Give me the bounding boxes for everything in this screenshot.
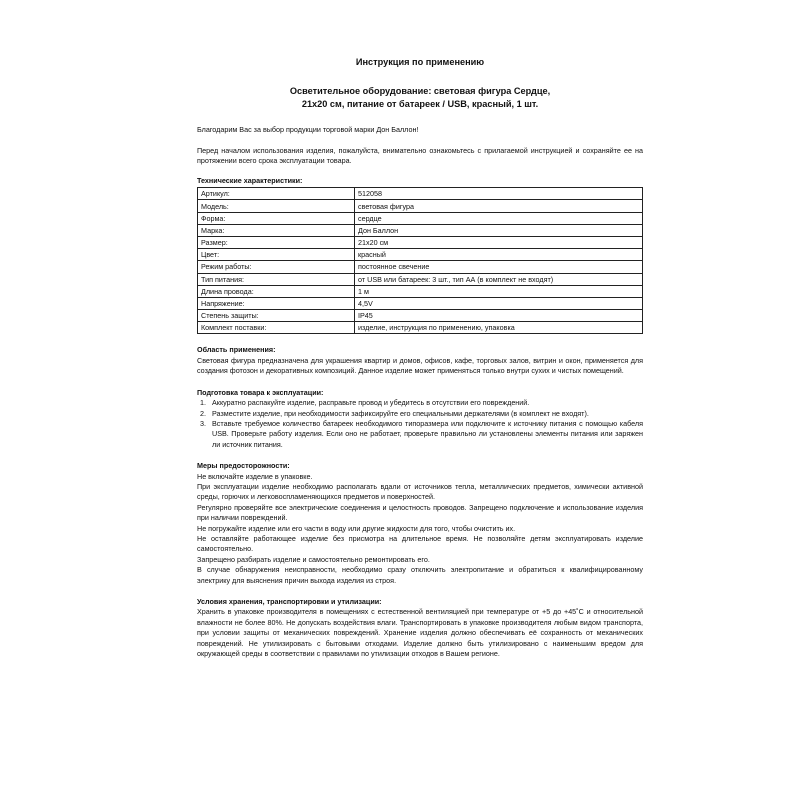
specs-key-cell: Напряжение:: [198, 297, 355, 309]
specs-row: [198, 285, 643, 297]
scope-heading: Область применения:: [197, 345, 276, 355]
prep-step: 1. Аккуратно распакуйте изделие, расправьте провод и убедитесь в отсутствии его повреждений.: [208, 398, 643, 408]
scope-text: Световая фигура предназначена для украшения квартир и домов, офисов, кафе, торговых залов, витрин и окон, применяется для создания фотозон и декоративных композиций. Данное изделие может применяться только внутри сухих и чистых помещений.: [197, 355, 643, 376]
specs-value-cell: Дон Баллон: [355, 224, 643, 236]
safety-line: Не включайте изделие в упаковке.: [197, 471, 313, 481]
specs-row: [198, 297, 643, 309]
specs-value-cell: постоянное свечение: [355, 261, 643, 273]
specs-row: [198, 310, 643, 322]
storage-text: Хранить в упаковке производителя в помещениях с естественной вентиляцией при температуре от +5 до +45˚С и относительной влажности не более 80%. Не допускать воздействия влаги. Транспортировать в упаковке производителя любым видом транспорта, при условии защиты от механических повреждений. Хранение изделия должно обеспечивать её сохранность от механических повреждений. Не утилизировать с бытовыми отходами. Изделие должно быть утилизировано с наименьшим вредом для окружающей среды в соответствии с правилами по утилизации отходов в Вашем регионе.: [197, 607, 643, 659]
prep-steps-list: [197, 398, 643, 450]
specs-value-cell: красный: [355, 249, 643, 261]
specs-key-cell: Комплект поставки:: [198, 322, 355, 334]
prep-heading: Подготовка товара к эксплуатации:: [197, 387, 324, 397]
safety-line: Не оставляйте работающее изделие без присмотра на длительное время. Не позволяйте детям эксплуатировать изделие самостоятельно.: [197, 533, 643, 554]
thanks-text: Благодарим Вас за выбор продукции торговой марки Дон Баллон!: [197, 124, 419, 134]
specs-row: [198, 322, 643, 334]
safety-line: В случае обнаружения неисправности, необходимо сразу отключить электропитание и обратиться к квалифицированному электрику для выяснения причин выхода изделия из строя.: [197, 565, 643, 585]
specs-value-cell: световая фигура: [355, 200, 643, 212]
specs-key-cell: Длина провода:: [198, 285, 355, 297]
prep-step: 2. Разместите изделие, при необходимости зафиксируйте его специальными держателями (в комплект не входят).: [208, 409, 643, 419]
product-title: [197, 85, 643, 111]
product-title-line-1: Осветительное оборудование: световая фигура Сердце,: [289, 86, 551, 96]
specs-key-cell: Модель:: [198, 200, 355, 212]
specs-key-cell: Артикул:: [198, 188, 355, 200]
specs-key-cell: Марка:: [198, 224, 355, 236]
specs-key-cell: Форма:: [198, 212, 355, 224]
specs-value-cell: 4,5V: [355, 297, 643, 309]
document-title: Инструкция по применению: [355, 57, 485, 67]
specs-row: [198, 249, 643, 261]
specs-row: [198, 236, 643, 248]
specs-row: [198, 212, 643, 224]
specs-heading: Технические характеристики:: [197, 175, 303, 185]
specs-key-cell: Степень защиты:: [198, 310, 355, 322]
scope-section: [197, 345, 643, 376]
specs-row: [198, 188, 643, 200]
safety-heading: Меры предосторожности:: [197, 461, 290, 471]
specs-value-cell: IP45: [355, 310, 643, 322]
safety-line: При эксплуатации изделие необходимо располагать вдали от источников тепла, металлических предметов, химически активной среды, горючих и легковоспламеняющихся предметов и поверхностей.: [197, 481, 643, 502]
specs-row: [198, 200, 643, 212]
document-content: [197, 56, 643, 659]
specs-value-cell: 21х20 см: [355, 236, 643, 248]
specs-row: [198, 273, 643, 285]
safety-line: Регулярно проверяйте все электрические соединения и целостность проводов. Запрещено подключение и использование изделия при наличии повреждений.: [197, 502, 643, 523]
specs-value-cell: изделие, инструкция по применению, упаковка: [355, 322, 643, 334]
prep-step: 3. Вставьте требуемое количество батареек необходимого типоразмера или подключите к источнику питания с помощью кабеля USB. Проверьте работу изделия. Если оно не работает, проверьте правильно ли установлены элементы питания или заряжен ли источник питания.: [208, 419, 643, 450]
product-title-line-2: 21х20 см, питание от батареек / USB, красный, 1 шт.: [301, 98, 539, 109]
specs-table: [197, 187, 643, 334]
specs-value-cell: от USB или батареек: 3 шт., тип АА (в комплект не входят): [355, 273, 643, 285]
specs-key-cell: Режим работы:: [198, 261, 355, 273]
specs-row: [198, 224, 643, 236]
storage-heading: Условия хранения, транспортировки и утилизации:: [197, 597, 382, 606]
specs-value-cell: 512058: [355, 188, 643, 200]
specs-value-cell: 1 м: [355, 285, 643, 297]
specs-table-body: [198, 188, 643, 334]
specs-key-cell: Размер:: [198, 236, 355, 248]
safety-line: Запрещено разбирать изделие и самостоятельно ремонтировать его.: [197, 554, 430, 564]
storage-section: [197, 597, 643, 659]
specs-key-cell: Цвет:: [198, 249, 355, 261]
safety-line: Не погружайте изделие или его части в воду или другие жидкости для того, чтобы очистить их.: [197, 523, 516, 533]
safety-section: [197, 461, 643, 586]
specs-row: [198, 261, 643, 273]
specs-value-cell: сердце: [355, 212, 643, 224]
intro-text: Перед началом использования изделия, пожалуйста, внимательно ознакомьтесь с прилагаемой инструкцией и сохраняйте ее на протяжении всего срока эксплуатации товара.: [197, 146, 643, 166]
specs-key-cell: Тип питания:: [198, 273, 355, 285]
prep-section: [197, 388, 643, 450]
